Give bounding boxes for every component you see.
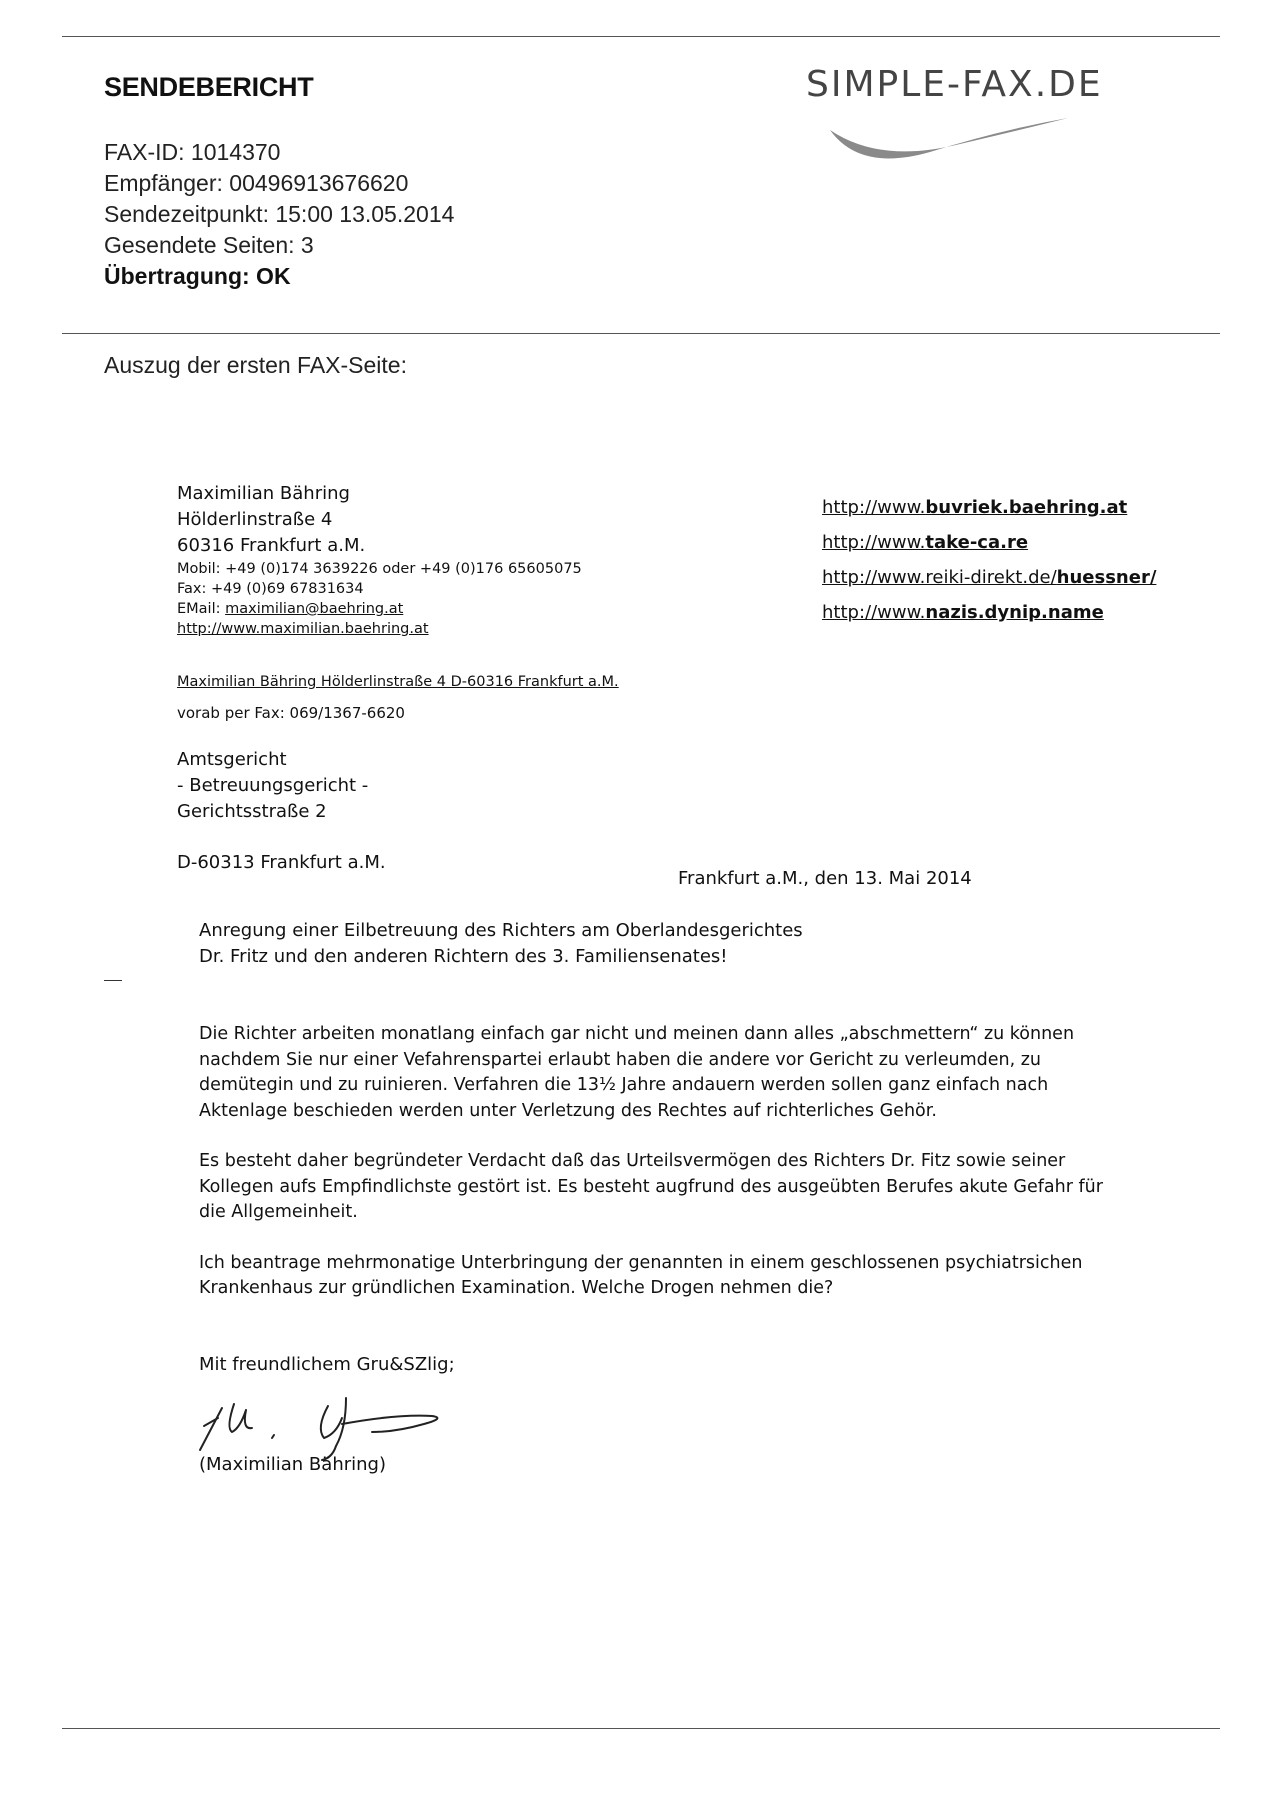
fold-mark [104, 980, 122, 981]
link-domain: take-ca.re [925, 532, 1029, 553]
body-line: die Allgemeinheit. [199, 1202, 358, 1222]
bottom-divider [62, 1728, 1220, 1729]
email-label: EMail: [177, 601, 221, 617]
recipient-line1: Amtsgericht [177, 749, 287, 770]
top-divider [62, 36, 1220, 37]
sender-email [177, 599, 582, 619]
prefax-note: vorab per Fax: 069/1367-6620 [177, 704, 405, 722]
link-domain: huessner/ [1056, 567, 1157, 588]
paragraph-1 [199, 1022, 1159, 1124]
fax-number: +49 (0)69 67831634 [210, 581, 364, 597]
closing-greeting: Mit freundlichem Gru&SZlig; [199, 1354, 455, 1375]
paragraph-3 [199, 1251, 1159, 1302]
pages-sent: Gesendete Seiten: 3 [104, 232, 314, 258]
logo-text: SIMPLE-FAX.DE [806, 64, 1103, 105]
website-link[interactable]: http://www.maximilian.baehring.at [177, 621, 429, 637]
links-block [822, 490, 1156, 630]
fax-label: Fax: [177, 581, 207, 597]
recipient-line3: Gerichtsstraße 2 [177, 801, 327, 822]
simple-fax-logo [800, 52, 1220, 162]
sender-city: 60316 Frankfurt a.M. [177, 535, 366, 556]
subject-line2: Dr. Fritz und den anderen Richtern des 3. Familiensenates! [199, 946, 728, 967]
body-line: Aktenlage beschieden werden unter Verletzung des Rechtes auf richterliches Gehör. [199, 1100, 937, 1121]
send-time: Sendezeitpunkt: 15:00 13.05.2014 [104, 201, 455, 227]
report-info [104, 137, 454, 292]
paragraph-2 [199, 1149, 1159, 1226]
sender-website [177, 619, 582, 639]
link-prefix: http://www.reiki-direkt.de/ [822, 567, 1057, 588]
excerpt-label: Auszug der ersten FAX-Seite: [104, 352, 407, 378]
link-prefix: http://www. [822, 497, 926, 518]
link-domain: nazis.dynip.name [925, 602, 1104, 623]
sender-fax [177, 579, 582, 599]
link-take-ca[interactable] [822, 525, 1156, 560]
link-prefix: http://www. [822, 532, 926, 553]
return-address [177, 674, 619, 690]
mobile-label: Mobil: [177, 561, 221, 577]
logo-swoosh [830, 118, 1068, 158]
letter-subject [199, 918, 803, 970]
body-line: Es besteht daher begründeter Verdacht daß das Urteilsvermögen des Richters Dr. Fitz sowie seiner [199, 1151, 1066, 1171]
sender-name: Maximilian Bähring [177, 483, 350, 504]
body-line: Kollegen aufs Empfindlichste gestört ist. Es besteht augfrund des ausgeübten Berufes akute Gefahr für [199, 1176, 1103, 1197]
body-line: Krankenhaus zur gründlichen Examination. Welche Drogen nehmen die? [199, 1278, 834, 1298]
sender-block [177, 481, 582, 639]
body-line: Ich beantrage mehrmonatige Unterbringung der genannten in einem geschlossenen psychiatrsichen [199, 1252, 1083, 1273]
report-title: SENDEBERICHT [104, 72, 314, 102]
subject-line1: Anregung einer Eilbetreuung des Richters am Oberlandesgerichtes [199, 920, 803, 941]
link-domain: buvriek.baehring.at [925, 497, 1128, 518]
link-prefix: http://www. [822, 602, 926, 623]
header-divider [62, 333, 1220, 334]
return-address-text: Maximilian Bähring Hölderlinstraße 4 D-60316 Frankfurt a.M. [177, 674, 619, 690]
recipient-city: D-60313 Frankfurt a.M. [177, 852, 386, 873]
signature-name: (Maximilian Bähring) [199, 1454, 386, 1475]
mobile-number: +49 (0)174 3639226 oder +49 (0)176 65605075 [225, 561, 582, 577]
link-buvriek[interactable] [822, 490, 1156, 525]
body-line: Die Richter arbeiten monatlang einfach gar nicht und meinen dann alles „abschmettern“ zu können [199, 1024, 1075, 1044]
letter-body [199, 1022, 1159, 1327]
fax-id: FAX-ID: 1014370 [104, 139, 281, 165]
body-line: nachdem Sie nur einer Vefahrenspartei erlaubt haben die andere vor Gericht zu verleumden, zu [199, 1049, 1041, 1070]
recipient-number: Empfänger: 00496913676620 [104, 170, 409, 196]
letter-date: Frankfurt a.M., den 13. Mai 2014 [678, 868, 972, 889]
body-line: demütegin und zu ruinieren. Verfahren die 13½ Jahre andauern werden sollen ganz einfach nach [199, 1075, 1049, 1095]
recipient-address [177, 747, 368, 825]
link-reiki[interactable] [822, 560, 1156, 595]
sender-street: Hölderlinstraße 4 [177, 509, 333, 530]
email-link[interactable]: maximilian@baehring.at [225, 601, 404, 617]
sender-mobile [177, 559, 582, 579]
link-nazis-dynip[interactable] [822, 595, 1156, 630]
transmission-status: Übertragung: OK [104, 263, 291, 289]
handwritten-signature [196, 1388, 501, 1463]
recipient-line2: - Betreuungsgericht - [177, 775, 369, 796]
